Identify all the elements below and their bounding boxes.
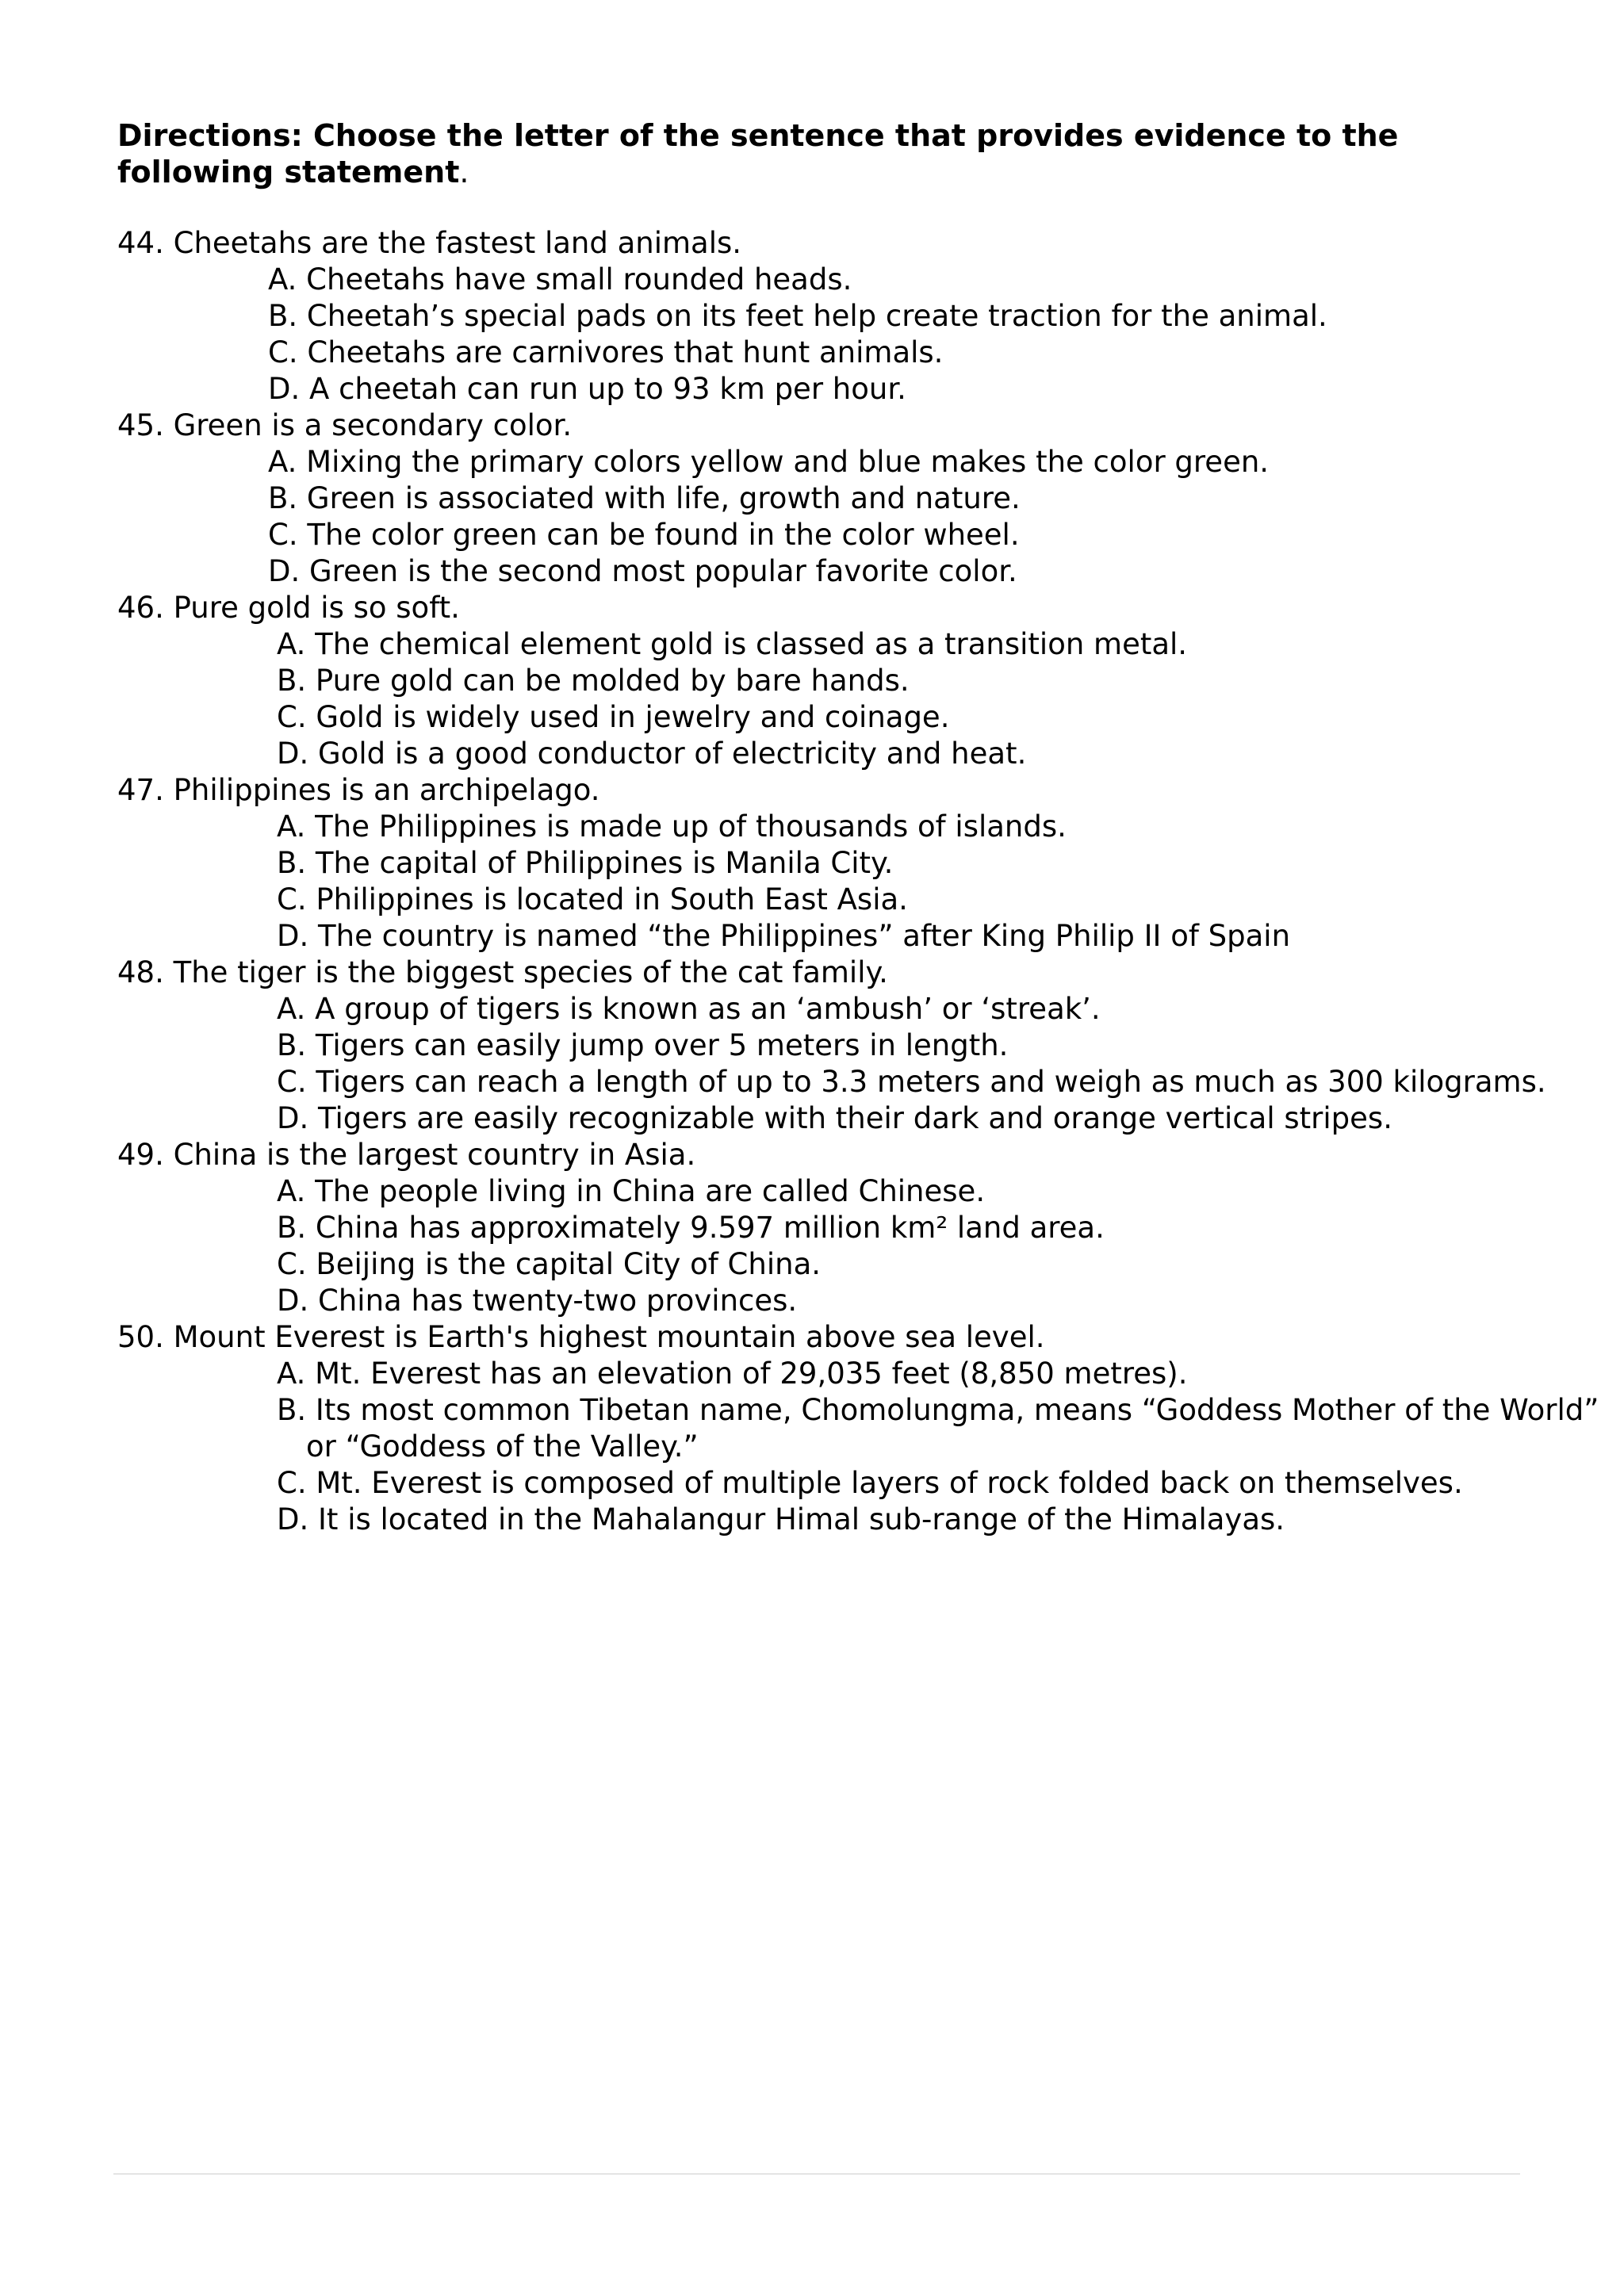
choice-d: D. Tigers are easily recognizable with their dark and orange vertical stripes. xyxy=(277,1101,1392,1135)
choice-b: B. The capital of Philippines is Manila City. xyxy=(277,846,894,880)
choice-b-continuation: or “Goddess of the Valley.” xyxy=(306,1429,699,1464)
directions-end-punct: . xyxy=(459,155,469,189)
directions-text: Directions: Choose the letter of the sentence that provides evidence to the following statement xyxy=(117,118,1399,189)
choice-d: D. Green is the second most popular favorite color. xyxy=(268,554,1017,588)
question-stem: 46. Pure gold is so soft. xyxy=(117,591,460,625)
question-stem: 49. China is the largest country in Asia. xyxy=(117,1138,696,1172)
choice-c: C. Beijing is the capital City of China. xyxy=(277,1247,821,1281)
choice-a: A. The people living in China are called Chinese. xyxy=(277,1174,986,1208)
choice-list xyxy=(117,1173,1561,1319)
choice-c: C. Mt. Everest is composed of multiple layers of rock folded back on themselves. xyxy=(277,1466,1463,1500)
choice-c: C. The color green can be found in the color wheel. xyxy=(268,518,1020,552)
question-stem: 47. Philippines is an archipelago. xyxy=(117,773,600,807)
question-stem: 45. Green is a secondary color. xyxy=(117,408,573,442)
choice-a: A. Cheetahs have small rounded heads. xyxy=(268,262,852,297)
choice-c: C. Philippines is located in South East Asia. xyxy=(277,882,908,916)
question-49 xyxy=(117,1137,1561,1319)
question-50 xyxy=(117,1319,1599,1538)
question-stem: 50. Mount Everest is Earth's highest mountain above sea level. xyxy=(117,1320,1045,1354)
question-44 xyxy=(117,225,1561,408)
choice-list xyxy=(117,626,1561,772)
choice-a: A. The chemical element gold is classed as a transition metal. xyxy=(277,627,1188,661)
choice-b: B. Cheetah’s special pads on its feet help create traction for the animal. xyxy=(268,299,1327,333)
choice-d: D. Gold is a good conductor of electricity and heat. xyxy=(277,737,1027,771)
choice-b: B. Pure gold can be molded by bare hands. xyxy=(277,664,910,698)
directions-heading xyxy=(117,117,1545,190)
choice-list xyxy=(117,991,1561,1137)
question-48 xyxy=(117,955,1561,1137)
choice-b: B. Green is associated with life, growth and nature. xyxy=(268,481,1021,515)
choice-list xyxy=(117,809,1561,955)
choice-c: C. Tigers can reach a length of up to 3.3 meters and weigh as much as 300 kilograms. xyxy=(277,1065,1546,1099)
question-45 xyxy=(117,408,1561,590)
choice-b: B. Its most common Tibetan name, Chomolungma, means “Goddess Mother of the World” xyxy=(277,1393,1599,1427)
choice-d: D. China has twenty-two provinces. xyxy=(277,1284,798,1318)
choice-c: C. Cheetahs are carnivores that hunt animals. xyxy=(268,335,944,369)
choice-a: A. Mt. Everest has an elevation of 29,035 feet (8,850 metres). xyxy=(277,1357,1188,1391)
choice-list xyxy=(117,1356,1599,1538)
question-list xyxy=(117,225,1599,1538)
choice-d: D. A cheetah can run up to 93 km per hour. xyxy=(268,372,906,406)
choice-b: B. China has approximately 9.597 million km² land area. xyxy=(277,1211,1105,1245)
question-47 xyxy=(117,772,1561,955)
choice-list xyxy=(117,444,1561,590)
choice-a: A. The Philippines is made up of thousands of islands. xyxy=(277,809,1067,844)
choice-list xyxy=(117,262,1561,408)
choice-a: A. A group of tigers is known as an ‘ambush’ or ‘streak’. xyxy=(277,992,1101,1026)
choice-d: D. It is located in the Mahalangur Himal sub-range of the Himalayas. xyxy=(277,1502,1285,1536)
choice-d: D. The country is named “the Philippines” after King Philip II of Spain xyxy=(277,919,1291,953)
question-stem: 44. Cheetahs are the fastest land animals. xyxy=(117,226,742,260)
question-46 xyxy=(117,590,1561,772)
question-stem: 48. The tiger is the biggest species of the cat family. xyxy=(117,955,888,989)
choice-c: C. Gold is widely used in jewelry and coinage. xyxy=(277,700,950,734)
choice-b: B. Tigers can easily jump over 5 meters in length. xyxy=(277,1028,1009,1062)
footer-divider xyxy=(113,2173,1520,2175)
choice-a: A. Mixing the primary colors yellow and blue makes the color green. xyxy=(268,445,1270,479)
